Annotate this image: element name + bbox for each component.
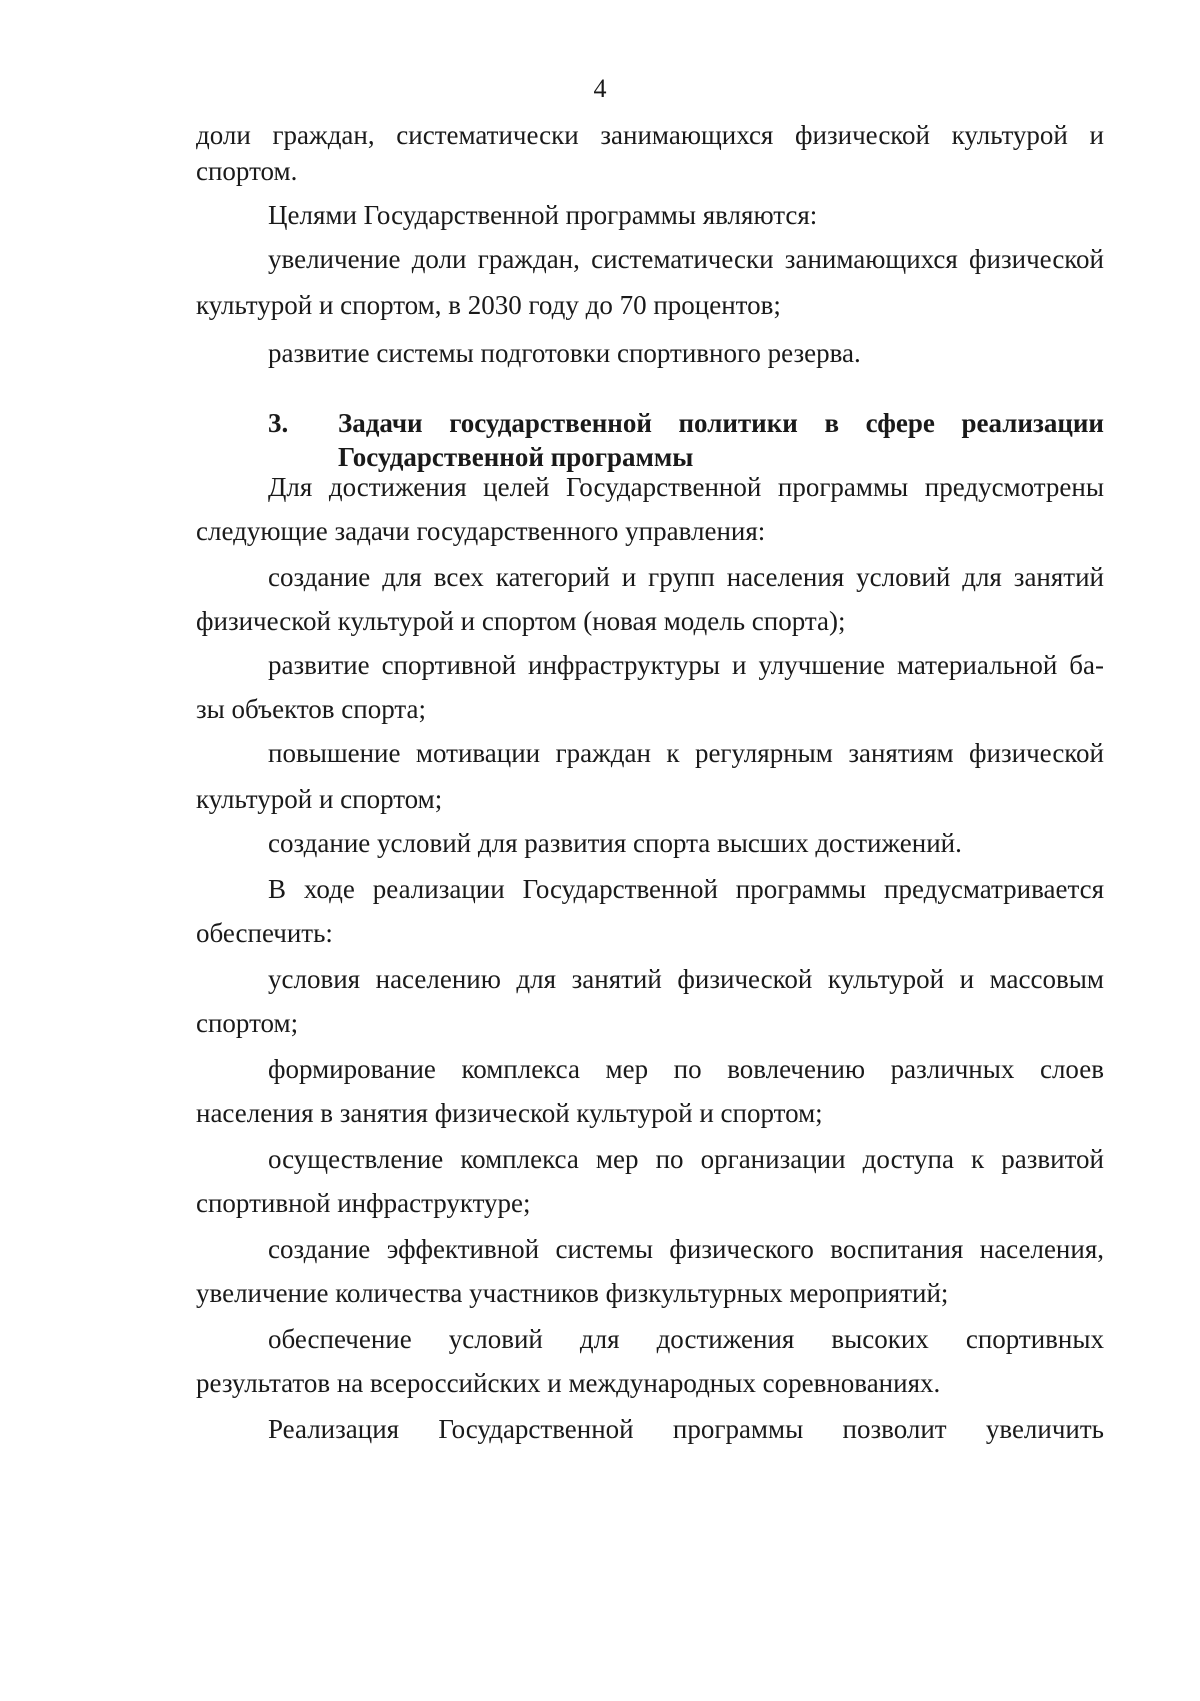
page-number: 4	[593, 74, 607, 103]
text-line: следующие задачи государственного управления:	[196, 516, 766, 546]
text-line: спортивной инфраструктуре;	[196, 1188, 531, 1218]
text-line: В ходе реализации Государственной программы предусматривается	[268, 874, 1104, 904]
text-line: формирование комплекса мер по вовлечению различных слоев	[268, 1054, 1104, 1084]
text-line: Реализация Государственной программы позволит увеличить	[268, 1414, 1104, 1444]
text-line: развитие спортивной инфраструктуры и улучшение материальной ба-	[268, 650, 1104, 680]
text-line: культурой и спортом;	[196, 784, 443, 814]
text-line: развитие системы подготовки спортивного резерва.	[268, 338, 861, 368]
text-line: создание условий для развития спорта высших достижений.	[268, 828, 962, 858]
text-line: культурой и спортом, в 2030 году до 70 процентов;	[196, 290, 781, 320]
text-line: населения в занятия физической культурой и спортом;	[196, 1098, 823, 1128]
section-heading-continued: Государственной программы	[338, 442, 694, 472]
text-line: результатов на всероссийских и международных соревнованиях.	[196, 1368, 941, 1398]
text-line: создание для всех категорий и групп населения условий для занятий	[268, 562, 1104, 592]
text-line: увеличение количества участников физкультурных мероприятий;	[196, 1278, 949, 1308]
section-heading: Задачи государственной политики в сфере реализации	[338, 408, 1104, 438]
text-line: Целями Государственной программы являются:	[268, 200, 818, 230]
text-line: условия населению для занятий физической культурой и массовым	[268, 964, 1104, 994]
text-line: создание эффективной системы физического воспитания населения,	[268, 1234, 1104, 1264]
section-number: 3.	[268, 408, 289, 438]
text-line: обеспечение условий для достижения высоких спортивных	[268, 1324, 1104, 1354]
text-line: увеличение доли граждан, систематически занимающихся физической	[268, 244, 1104, 274]
text-line: зы объектов спорта;	[196, 694, 426, 724]
text-line: спортом.	[196, 156, 298, 186]
text-line: доли граждан, систематически занимающихся физической культурой и	[196, 120, 1104, 150]
text-line: осуществление комплекса мер по организации доступа к развитой	[268, 1144, 1104, 1174]
text-line: обеспечить:	[196, 918, 333, 948]
text-line: Для достижения целей Государственной программы предусмотрены	[268, 472, 1104, 502]
text-line: спортом;	[196, 1008, 299, 1038]
text-line: повышение мотивации граждан к регулярным занятиям физической	[268, 738, 1104, 768]
text-line: физической культурой и спортом (новая модель спорта);	[196, 606, 846, 636]
